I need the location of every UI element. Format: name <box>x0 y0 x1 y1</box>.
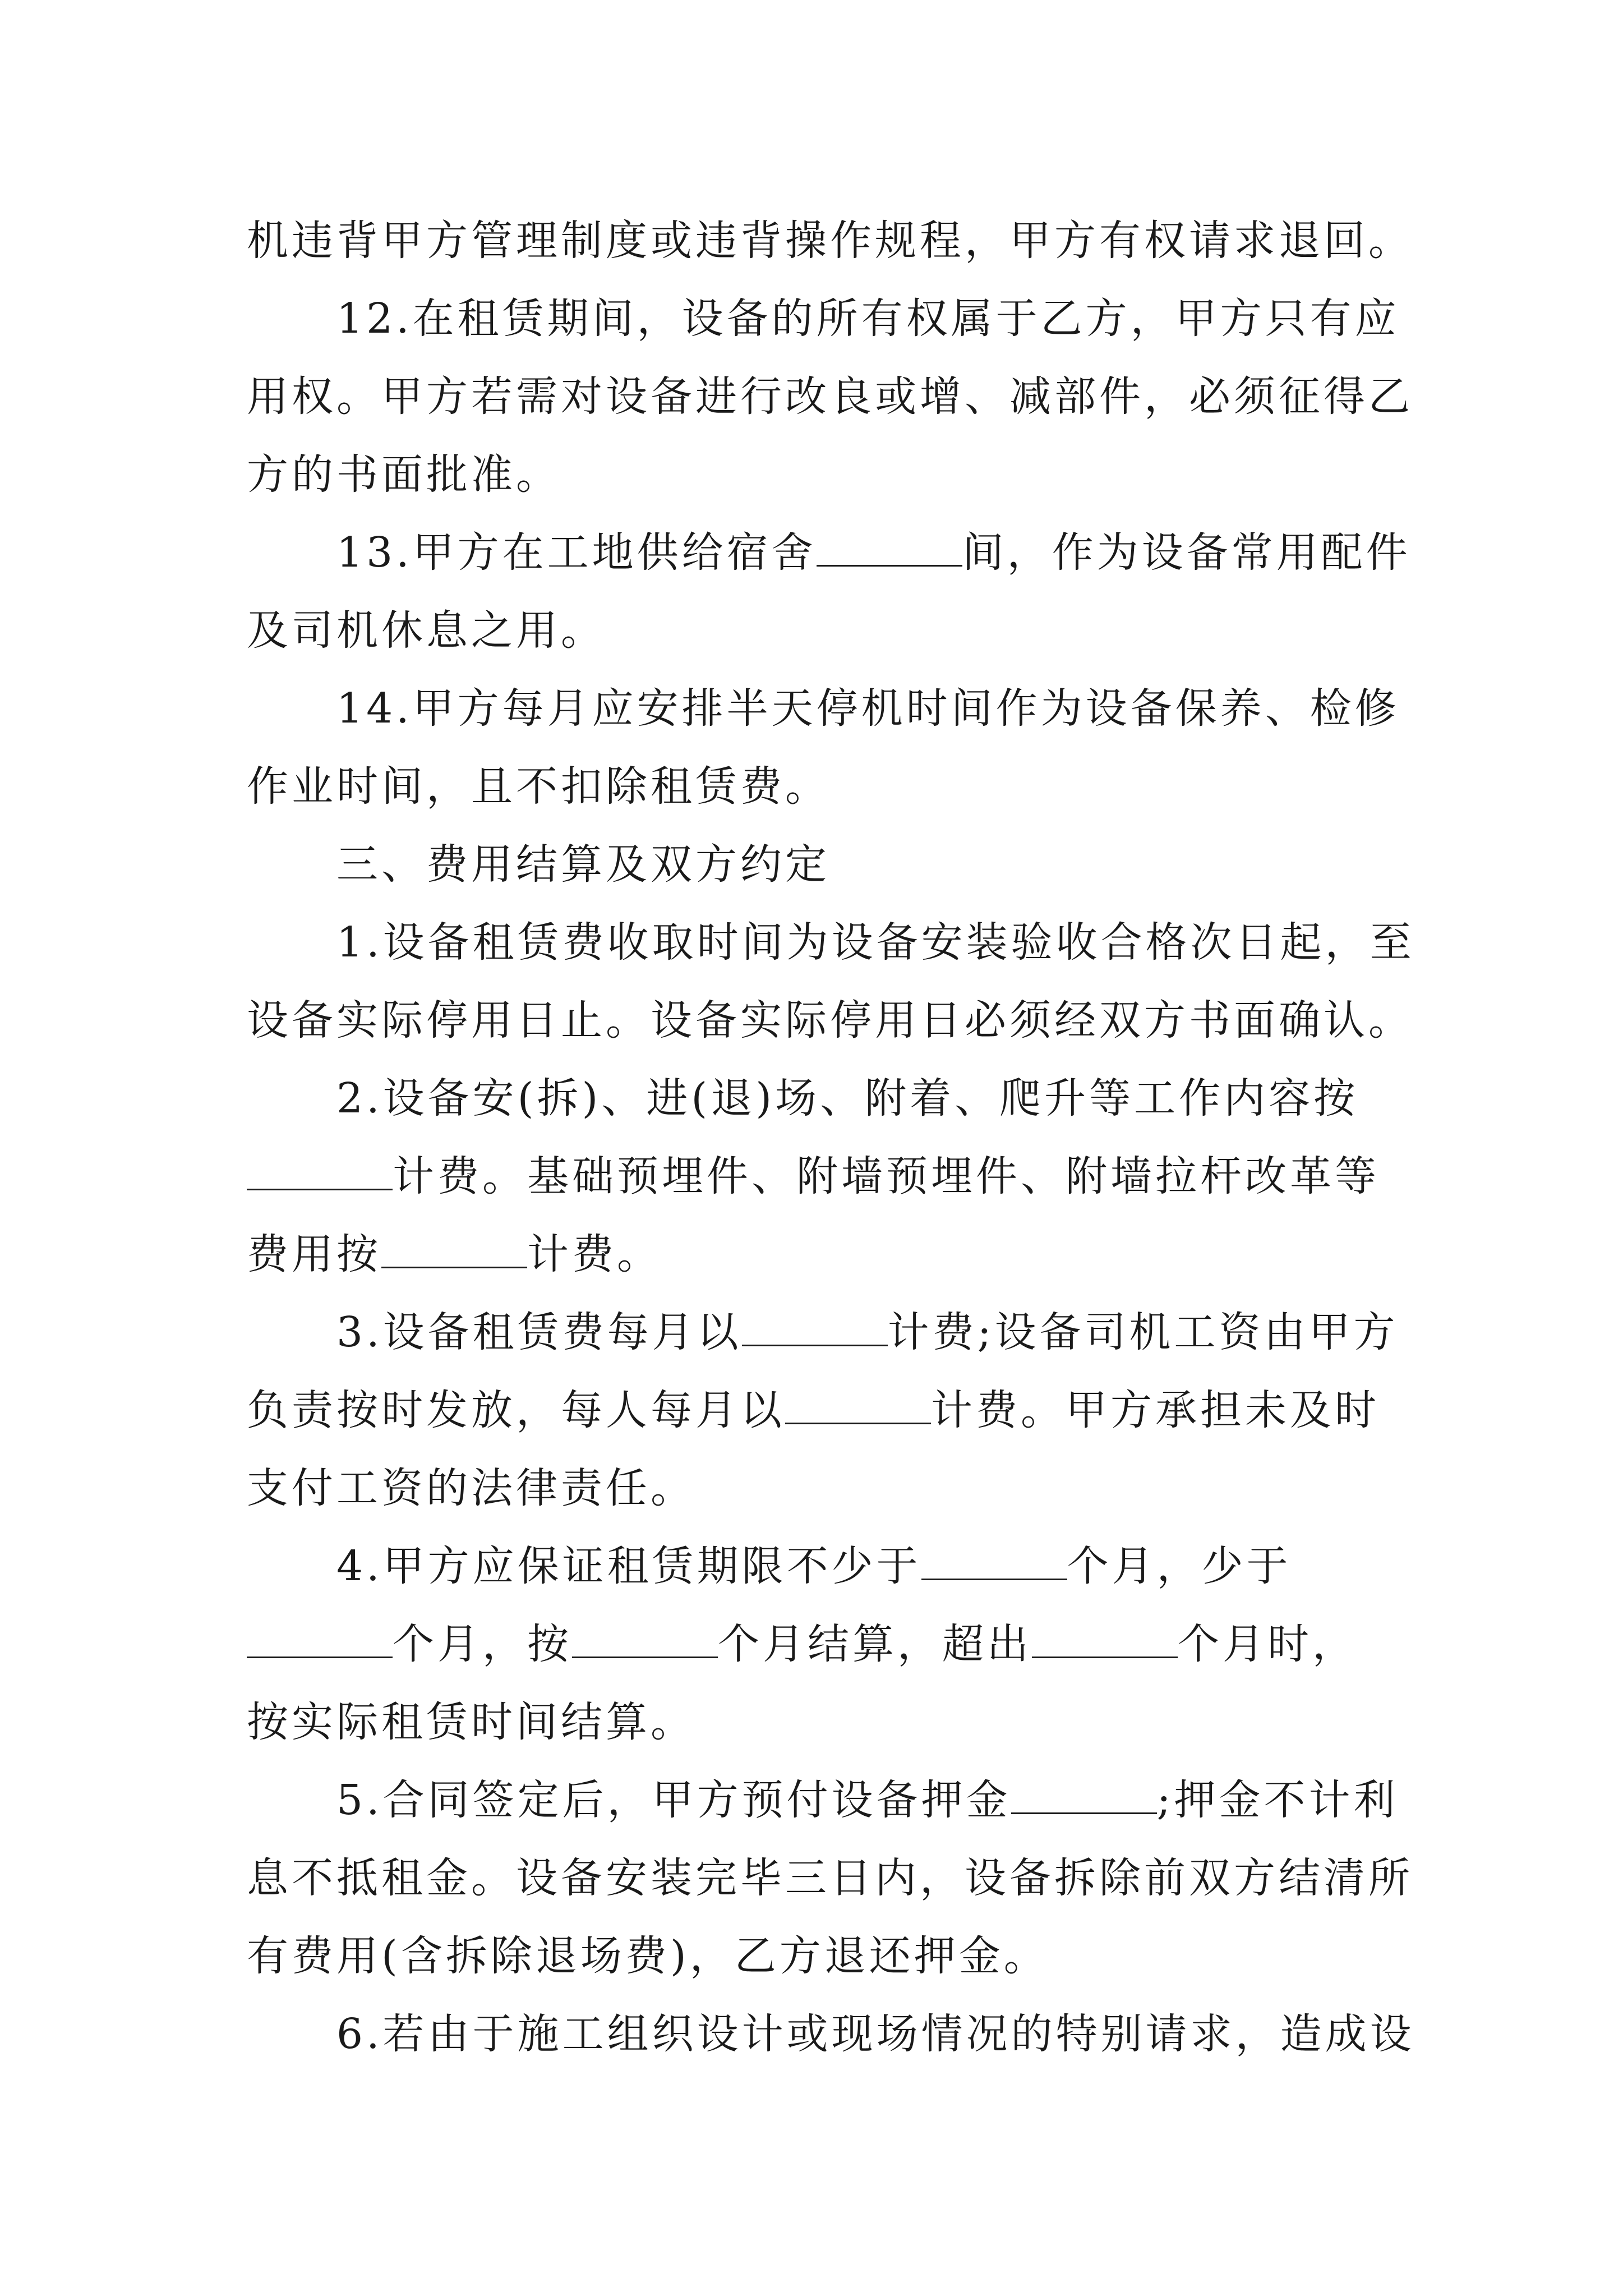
text-segment: 个月时， <box>1178 1620 1357 1668</box>
document-body <box>247 202 1415 2073</box>
text-segment: 3.设备租赁费每月以 <box>336 1308 742 1356</box>
text-segment: 用权。甲方若需对设备进行改良或增、减部件，必须征得乙 <box>247 372 1413 421</box>
text-line <box>247 592 1385 670</box>
text-line <box>247 1138 1385 1216</box>
text-line <box>247 904 1415 982</box>
fill-in-blank <box>247 1623 393 1658</box>
text-segment: 及司机休息之用。 <box>247 606 606 655</box>
text-segment: 14.甲方每月应安排半天停机时间作为设备保养、检修 <box>336 684 1400 733</box>
text-segment: 2.设备安(拆)、进(退)场、附着、爬升等工作内容按 <box>336 1074 1359 1122</box>
text-segment: 计费。 <box>527 1230 662 1278</box>
text-segment: 1.设备租赁费收取时间为设备安装验收合格次日起，至 <box>336 918 1415 967</box>
text-segment: 12.在租赁期间，设备的所有权属于乙方，甲方只有应 <box>336 295 1400 343</box>
text-line <box>247 358 1413 436</box>
fill-in-blank <box>1011 1779 1157 1814</box>
fill-in-blank <box>247 1155 393 1190</box>
text-line <box>247 1683 1385 1761</box>
text-line <box>247 1527 1385 1605</box>
text-segment: 费用按 <box>247 1230 381 1278</box>
text-line <box>247 1060 1385 1138</box>
text-line <box>247 280 1400 358</box>
text-segment: 作业时间，且不扣除租赁费。 <box>247 762 830 811</box>
fill-in-blank <box>785 1389 931 1424</box>
text-line <box>247 514 1411 592</box>
text-line <box>247 982 1413 1060</box>
text-segment: 负责按时发放，每人每月以 <box>247 1386 785 1434</box>
text-segment: 息不抵租金。设备安装完毕三日内，设备拆除前双方结清所 <box>247 1854 1413 1902</box>
text-segment: 计费。甲方承担未及时 <box>931 1386 1380 1434</box>
text-segment: 有费用(含拆除退场费)，乙方退还押金。 <box>247 1932 1049 1980</box>
text-line <box>247 1372 1385 1450</box>
text-line <box>247 1294 1399 1372</box>
fill-in-blank <box>817 531 962 567</box>
text-segment: 5.合同签定后，甲方预付设备押金 <box>336 1776 1011 1824</box>
fill-in-blank <box>742 1311 888 1346</box>
text-line <box>247 202 1413 280</box>
text-line <box>247 1216 1385 1294</box>
text-segment: 个月结算，超出 <box>718 1620 1032 1668</box>
text-segment: 13.甲方在工地供给宿舍 <box>336 528 817 577</box>
text-line <box>247 748 1385 826</box>
text-line <box>247 1761 1399 1839</box>
text-segment: 机违背甲方管理制度或违背操作规程，甲方有权请求退回。 <box>247 217 1413 265</box>
text-line <box>247 826 1385 904</box>
text-line <box>247 1839 1413 1917</box>
text-segment: 支付工资的法律责任。 <box>247 1464 695 1512</box>
fill-in-blank <box>572 1623 718 1658</box>
fill-in-blank <box>381 1233 527 1268</box>
text-segment: ;押金不计利 <box>1156 1776 1399 1824</box>
fill-in-blank <box>1032 1623 1178 1658</box>
text-line <box>247 1917 1385 1995</box>
text-segment: 4.甲方应保证租赁期限不少于 <box>336 1542 921 1590</box>
text-line <box>247 436 1385 514</box>
text-line <box>247 1605 1385 1683</box>
text-segment: 按实际租赁时间结算。 <box>247 1698 695 1746</box>
text-line <box>247 1995 1415 2073</box>
text-segment: 个月，按 <box>393 1620 572 1668</box>
text-segment: 计费。基础预埋件、附墙预埋件、附墙拉杆改革等 <box>393 1152 1380 1200</box>
fill-in-blank <box>921 1545 1067 1580</box>
text-segment: 方的书面批准。 <box>247 450 561 499</box>
text-segment: 三、费用结算及双方约定 <box>336 840 830 889</box>
text-line <box>247 670 1400 748</box>
text-segment: 计费;设备司机工资由甲方 <box>887 1308 1399 1356</box>
text-segment: 6.若由于施工组织设计或现场情况的特别请求，造成设 <box>336 2010 1415 2058</box>
text-segment: 个月，少于 <box>1067 1542 1292 1590</box>
text-segment: 间，作为设备常用配件 <box>962 528 1411 577</box>
text-segment: 设备实际停用日止。设备实际停用日必须经双方书面确认。 <box>247 996 1413 1045</box>
text-line <box>247 1450 1385 1527</box>
